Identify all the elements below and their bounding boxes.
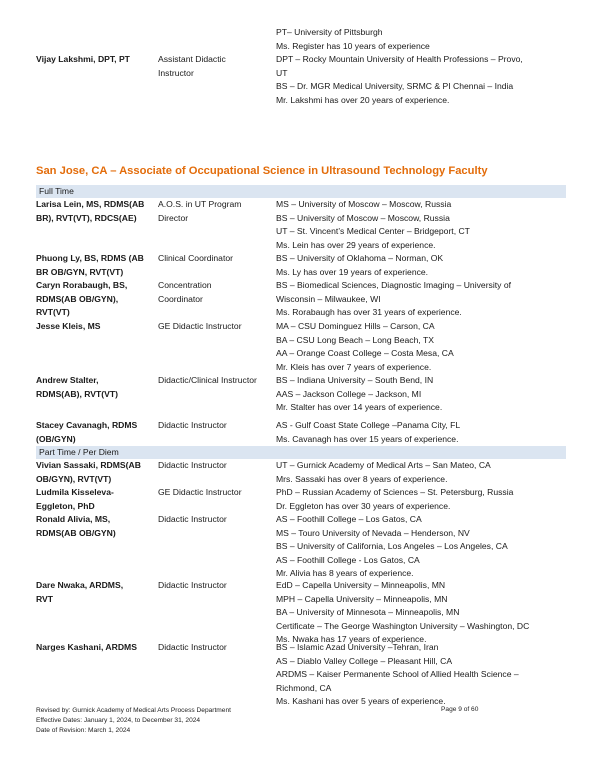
faculty-name: Ronald Alivia, MS, RDMS(AB OB/GYN) xyxy=(36,514,116,538)
faculty-name: Narges Kashani, ARDMS xyxy=(36,642,137,652)
footer-revised-by: Revised by: Gurnick Academy of Medical Arts Process Department xyxy=(36,707,231,714)
section-heading: San Jose, CA – Associate of Occupational Science in Ultrasound Technology Faculty xyxy=(36,165,488,177)
faculty-name: Ludmila Kisseleva- Eggleton, PhD xyxy=(36,487,114,511)
credentials-cell: BS – Islamic Azad University –Tehran, Iran AS – Diablo Valley College – Pleasant Hill, CA ARDMS – Kaiser Permanente School of Allied Health Science – Richmond, CA Ms. Kashani has over 5 years of experience. xyxy=(276,642,519,706)
credential-line: Ms. Register has 10 years of experience xyxy=(276,40,430,51)
faculty-title: GE Didactic Instructor xyxy=(158,321,242,331)
credentials-cell: MS – University of Moscow – Moscow, Russia BS – University of Moscow – Moscow, Russia UT – St. Vincent’s Medical Center – Bridgeport, CT Ms. Lein has over 29 years of experience. xyxy=(276,199,470,250)
page-number: Page 9 of 60 xyxy=(441,706,479,713)
part-time-band: Part Time / Per Diem xyxy=(36,446,566,459)
faculty-name: Jesse Kleis, MS xyxy=(36,321,101,331)
faculty-name: Vijay Lakshmi, DPT, PT xyxy=(36,54,130,64)
credentials-cell: MA – CSU Dominguez Hills – Carson, CA BA – CSU Long Beach – Long Beach, TX AA – Orange Coast College – Costa Mesa, CA Mr. Kleis has over 7 years of experience. xyxy=(276,321,454,372)
full-time-band: Full Time xyxy=(36,185,566,198)
faculty-title: A.O.S. in UT Program Director xyxy=(158,199,242,223)
faculty-title: Didactic Instructor xyxy=(158,420,227,430)
faculty-title: Didactic Instructor xyxy=(158,580,227,590)
faculty-title: Concentration Coordinator xyxy=(158,280,212,304)
faculty-name: Andrew Stalter, RDMS(AB), RVT(VT) xyxy=(36,375,118,399)
faculty-name: Phuong Ly, BS, RDMS (AB BR OB/GYN, RVT(VT) xyxy=(36,253,144,277)
faculty-title: GE Didactic Instructor xyxy=(158,487,242,497)
credentials-cell: DPT – Rocky Mountain University of Health Professions – Provo, UT BS – Dr. MGR Medical University, SRMC & PI Chennai – India Mr. Lakshmi has over 20 years of experience. xyxy=(276,54,523,105)
page-footer xyxy=(36,706,231,736)
faculty-title: Didactic/Clinical Instructor xyxy=(158,375,257,385)
footer-effective-dates: Effective Dates: January 1, 2024, to December 31, 2024 xyxy=(36,717,201,724)
faculty-title: Didactic Instructor xyxy=(158,642,227,652)
faculty-name: Vivian Sassaki, RDMS(AB OB/GYN), RVT(VT) xyxy=(36,460,141,484)
faculty-name: Caryn Rorabaugh, BS, RDMS(AB OB/GYN), RVT(VT) xyxy=(36,280,128,317)
faculty-name: Stacey Cavanagh, RDMS (OB/GYN) xyxy=(36,420,138,444)
credentials-cell: EdD – Capella University – Minneapolis, MN MPH – Capella University – Minneapolis, MN BA – University of Minnesota – Minneapolis, MN Certificate – The George Washington University – Washington, DC Ms. Nwaka has 17 years of experience. xyxy=(276,580,530,644)
credentials-cell: PhD – Russian Academy of Sciences – St. Petersburg, Russia Dr. Eggleton has over 30 years of experience. xyxy=(276,487,514,511)
credentials-cell: UT – Gurnick Academy of Medical Arts – San Mateo, CA Mrs. Sassaki has over 8 years of experience. xyxy=(276,460,491,484)
credentials-cell: AS – Foothill College – Los Gatos, CA MS – Touro University of Nevada – Henderson, NV BS – University of California, Los Angeles – Los Angeles, CA AS – Foothill College - Los Gatos, CA Mr. Alivia has 8 years of experience. xyxy=(276,514,508,578)
credentials-cell: BS – University of Oklahoma – Norman, OK Ms. Ly has over 19 years of experience. xyxy=(276,253,444,277)
faculty-title: Clinical Coordinator xyxy=(158,253,233,263)
faculty-title: Didactic Instructor xyxy=(158,460,227,470)
credentials-cell: BS – Biomedical Sciences, Diagnostic Imaging – University of Wisconsin – Milwaukee, WI Ms. Rorabaugh has over 31 years of experience. xyxy=(276,280,512,317)
credentials-cell xyxy=(276,26,566,53)
credential-line: PT– University of Pittsburgh xyxy=(276,27,383,37)
credentials-cell: BS – Indiana University – South Bend, IN AAS – Jackson College – Jackson, MI Mr. Stalter has over 14 years of experience. xyxy=(276,375,443,412)
faculty-title: Didactic Instructor xyxy=(158,514,227,524)
faculty-name: Dare Nwaka, ARDMS, RVT xyxy=(36,580,124,604)
faculty-name: Larisa Lein, MS, RDMS(AB BR), RVT(VT), RDCS(AE) xyxy=(36,199,145,223)
footer-revision-date: Date of Revision: March 1, 2024 xyxy=(36,727,131,734)
credentials-cell: AS - Gulf Coast State College –Panama City, FL Ms. Cavanagh has over 15 years of experience. xyxy=(276,420,461,444)
faculty-title: Assistant Didactic Instructor xyxy=(158,54,226,78)
